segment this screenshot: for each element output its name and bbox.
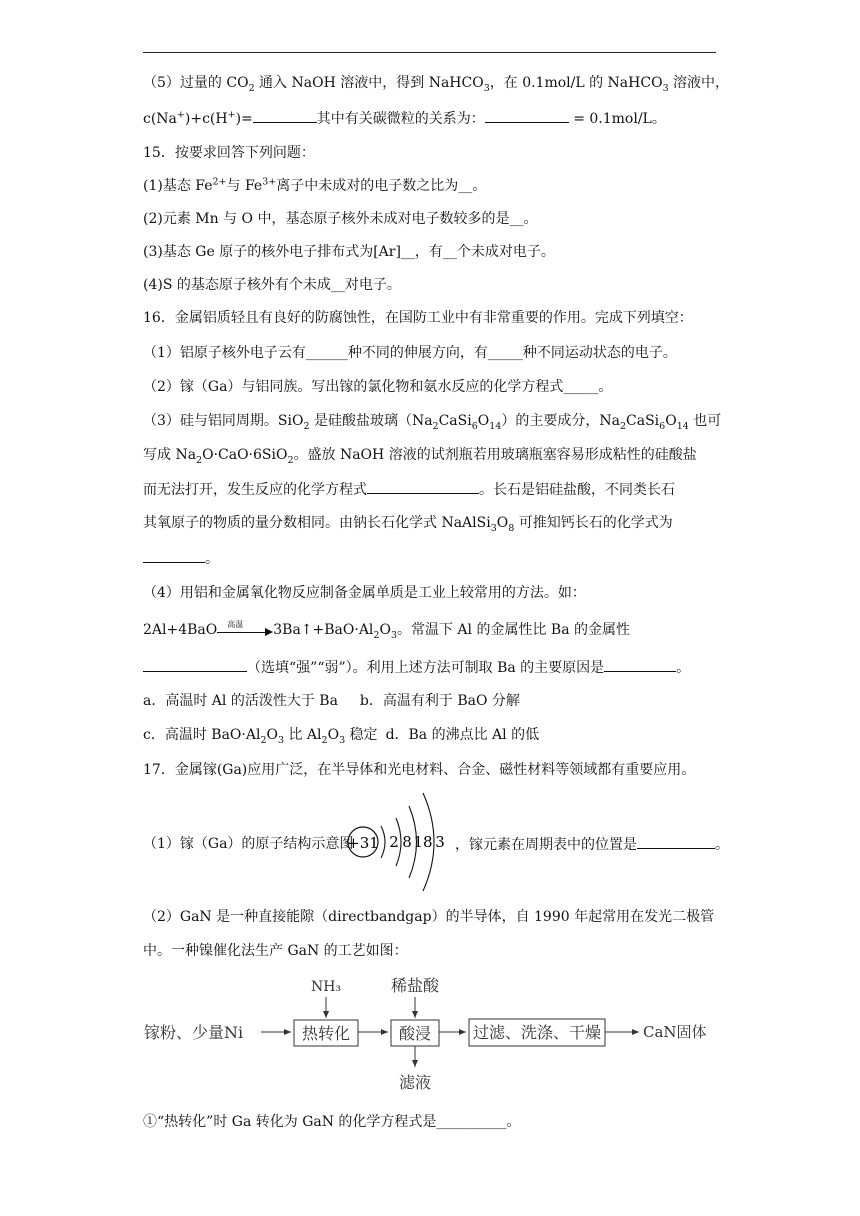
flow-box-thermal-label: 热转化 bbox=[301, 1024, 351, 1043]
text: 可推知钙长石的化学式为 bbox=[514, 515, 673, 531]
text: CaSi bbox=[626, 413, 660, 429]
answer-blank[interactable] bbox=[367, 479, 479, 494]
text: 离子中未成对的电子数之比为__。 bbox=[276, 178, 487, 194]
q17-part2-line1: （2）GaN 是一种直接能隙（directbandgap）的半导体，自 1990 年起常用在发光二极管 bbox=[143, 909, 715, 925]
filtrate-label: 滤液 bbox=[398, 1073, 432, 1092]
text: （选填“强”“弱”）。利用上述方法可制取 Ba 的主要原因是 bbox=[247, 660, 605, 676]
text: (1)基态 Fe bbox=[143, 178, 213, 194]
subscript: 14 bbox=[489, 420, 502, 432]
subscript: 6 bbox=[471, 420, 478, 432]
text: 过量的 CO bbox=[179, 75, 249, 91]
text: O bbox=[379, 622, 391, 638]
text: ，在 0.1mol/L 的 NaHCO bbox=[489, 75, 663, 91]
text: O bbox=[477, 413, 490, 429]
subscript: 6 bbox=[659, 420, 666, 432]
q15-stem: 15．按要求回答下列问题： bbox=[143, 145, 315, 161]
reaction-arrow bbox=[217, 620, 273, 637]
q16-part4-line3 bbox=[143, 657, 690, 678]
text: 与 Fe bbox=[226, 178, 263, 194]
q17-part2-line2: 中。一种镍催化法生产 GaN 的工艺如图： bbox=[143, 943, 408, 959]
flow-output-label: CaN固体 bbox=[643, 1023, 707, 1041]
shell-electron-count: 18 bbox=[413, 833, 433, 851]
text: ，镓元素在周期表中的位置是 bbox=[455, 837, 637, 853]
q15-part1 bbox=[143, 176, 486, 196]
q17-part1-text-a: （1）镓（Ga）的原子结构示意图 bbox=[143, 836, 354, 852]
q17-stem: 17．金属镓(Ga)应用广泛，在半导体和光电材料、合金、磁性材料等领域都有重要应用。 bbox=[143, 762, 696, 778]
answer-blank[interactable] bbox=[143, 657, 247, 672]
q15-part3: (3)基态 Ge 原子的核外电子排布式为[Ar]__，有__个未成对电子。 bbox=[143, 244, 555, 260]
superscript: 2+ bbox=[212, 176, 227, 188]
item-number: （5） bbox=[143, 75, 180, 91]
q16-part4-line1: （4）用铝和金属氧化物反应制备金属单质是工业上较常用的方法。如： bbox=[143, 585, 586, 601]
q14-5-line1 bbox=[143, 73, 729, 93]
text: 其中有关碳微粒的关系为： bbox=[316, 111, 485, 127]
answer-blank[interactable] bbox=[604, 657, 676, 672]
subscript: 2 bbox=[196, 454, 203, 466]
q16-options-cd bbox=[143, 725, 539, 745]
text: 3Ba↑+BaO·Al bbox=[273, 622, 374, 638]
q16-part3-line1 bbox=[143, 411, 721, 431]
answer-blank[interactable] bbox=[143, 548, 205, 563]
flow-input-label: 镓粉、少量Ni bbox=[144, 1023, 244, 1042]
text: 。 bbox=[205, 551, 219, 567]
text: 。 bbox=[676, 660, 691, 676]
text: ）的主要成分，Na bbox=[501, 413, 620, 429]
q16-part4-line2 bbox=[143, 620, 630, 640]
answer-blank[interactable] bbox=[253, 108, 317, 123]
subscript: 3 bbox=[483, 82, 490, 94]
q17-subq1: ①“热转化”时 Ga 转化为 GaN 的化学方程式是__________。 bbox=[143, 1114, 521, 1130]
shell-electron-count: 3 bbox=[435, 833, 445, 851]
shell-electron-count: 2 bbox=[389, 833, 399, 851]
superscript: + bbox=[176, 109, 185, 121]
text: CaSi bbox=[438, 413, 472, 429]
q16-part2: （2）镓（Ga）与铝同族。写出镓的氯化物和氨水反应的化学方程式_____。 bbox=[143, 379, 613, 395]
q16-part3-line4 bbox=[143, 513, 673, 533]
option-a: a．高温时 Al 的活泼性大于 Ba bbox=[143, 693, 338, 709]
text: O bbox=[665, 413, 677, 429]
text: 溶液中， bbox=[668, 75, 730, 91]
subscript: 3 bbox=[490, 522, 497, 534]
text: 。长石是铝硅盐酸，不同类长石 bbox=[479, 482, 675, 498]
subscript: 2 bbox=[321, 734, 328, 746]
subscript: 3 bbox=[390, 629, 397, 641]
q16-stem: 16．金属铝质轻且有良好的防腐蚀性，在国防工业中有非常重要的作用。完成下列填空： bbox=[143, 310, 693, 326]
subscript: 2 bbox=[432, 420, 439, 432]
subscript: 3 bbox=[662, 82, 669, 94]
nucleus-charge: +31 bbox=[347, 834, 379, 852]
q14-5-line2 bbox=[143, 108, 666, 129]
text: 。盛放 NaOH 溶液的试剂瓶若用玻璃瓶塞容易形成粘性的硅酸盐 bbox=[293, 447, 697, 463]
header-rule bbox=[143, 52, 716, 53]
text: = 0.1mol/L。 bbox=[568, 111, 666, 127]
text: 其氧原子的物质的量分数相同。由钠长石化学式 NaAlSi bbox=[143, 515, 491, 531]
text: 。常温下 Al 的金属性比 Ba 的金属性 bbox=[396, 622, 631, 638]
subscript: 8 bbox=[508, 522, 515, 534]
text: O bbox=[496, 515, 509, 531]
electron-shell-arc bbox=[381, 826, 385, 858]
answer-blank[interactable] bbox=[637, 834, 715, 849]
text: )+c(H bbox=[184, 111, 228, 127]
q17-part1-text-b bbox=[455, 834, 729, 855]
q16-part3-line3 bbox=[143, 479, 675, 500]
reagent-hcl-label: 稀盐酸 bbox=[390, 976, 440, 995]
superscript: 3+ bbox=[262, 176, 277, 188]
text: c(Na bbox=[143, 111, 177, 127]
subscript: 2 bbox=[373, 629, 380, 641]
text: 而无法打开，发生反应的化学方程式 bbox=[143, 482, 367, 498]
text: 。 bbox=[715, 837, 729, 853]
q15-part2: (2)元素 Mn 与 O 中，基态原子核外未成对电子数较多的是__。 bbox=[143, 211, 538, 227]
text: )= bbox=[235, 111, 253, 127]
option-c bbox=[143, 727, 378, 746]
superscript: + bbox=[227, 109, 236, 121]
subscript: 14 bbox=[676, 420, 689, 432]
text: 2Al+4BaO bbox=[143, 622, 218, 638]
text: 是硅酸盐玻璃（Na bbox=[309, 413, 433, 429]
subscript: 2 bbox=[287, 454, 294, 466]
text: 通入 NaOH 溶液中，得到 NaHCO bbox=[254, 75, 484, 91]
q16-part1: （1）铝原子核外电子云有______种不同的伸展方向，有_____种不同运动状态的电子。 bbox=[143, 345, 677, 361]
text: 比 Al bbox=[284, 727, 322, 743]
text: （3）硅与铝同周期。SiO bbox=[143, 413, 304, 429]
subscript: 2 bbox=[248, 82, 255, 94]
condition-label: 高温 bbox=[227, 620, 244, 629]
subscript: 2 bbox=[260, 734, 267, 746]
answer-blank[interactable] bbox=[485, 108, 569, 123]
text: 写成 Na bbox=[143, 447, 197, 463]
flow-box-filter-wash-dry-label: 过滤、洗涤、干燥 bbox=[472, 1023, 602, 1042]
atom-structure-diagram bbox=[345, 790, 457, 895]
text: O bbox=[327, 727, 340, 743]
process-flow-diagram bbox=[140, 968, 730, 1096]
shell-electron-count: 8 bbox=[402, 833, 412, 851]
option-b: b．高温有利于 BaO 分解 bbox=[359, 693, 520, 709]
text: 稳定 bbox=[345, 727, 378, 743]
q16-part3-line5 bbox=[143, 548, 219, 569]
text: O bbox=[266, 727, 278, 743]
flow-box-acid-leach-label: 酸浸 bbox=[398, 1024, 432, 1043]
subscript: 2 bbox=[619, 420, 627, 432]
text: c．高温时 BaO·Al bbox=[143, 727, 261, 743]
subscript: 3 bbox=[339, 734, 346, 746]
subscript: 2 bbox=[303, 420, 310, 432]
text: 也可 bbox=[688, 413, 722, 429]
option-d: d．Ba 的沸点比 Al 的低 bbox=[385, 727, 540, 743]
text: O·CaO·6SiO bbox=[202, 447, 288, 463]
q16-options-ab bbox=[143, 691, 520, 711]
q15-part4: (4)S 的基态原子核外有个未成__对电子。 bbox=[143, 277, 401, 293]
q16-part3-line2 bbox=[143, 445, 697, 465]
subscript: 3 bbox=[277, 734, 285, 746]
reagent-nh3-label: NH₃ bbox=[310, 979, 342, 995]
